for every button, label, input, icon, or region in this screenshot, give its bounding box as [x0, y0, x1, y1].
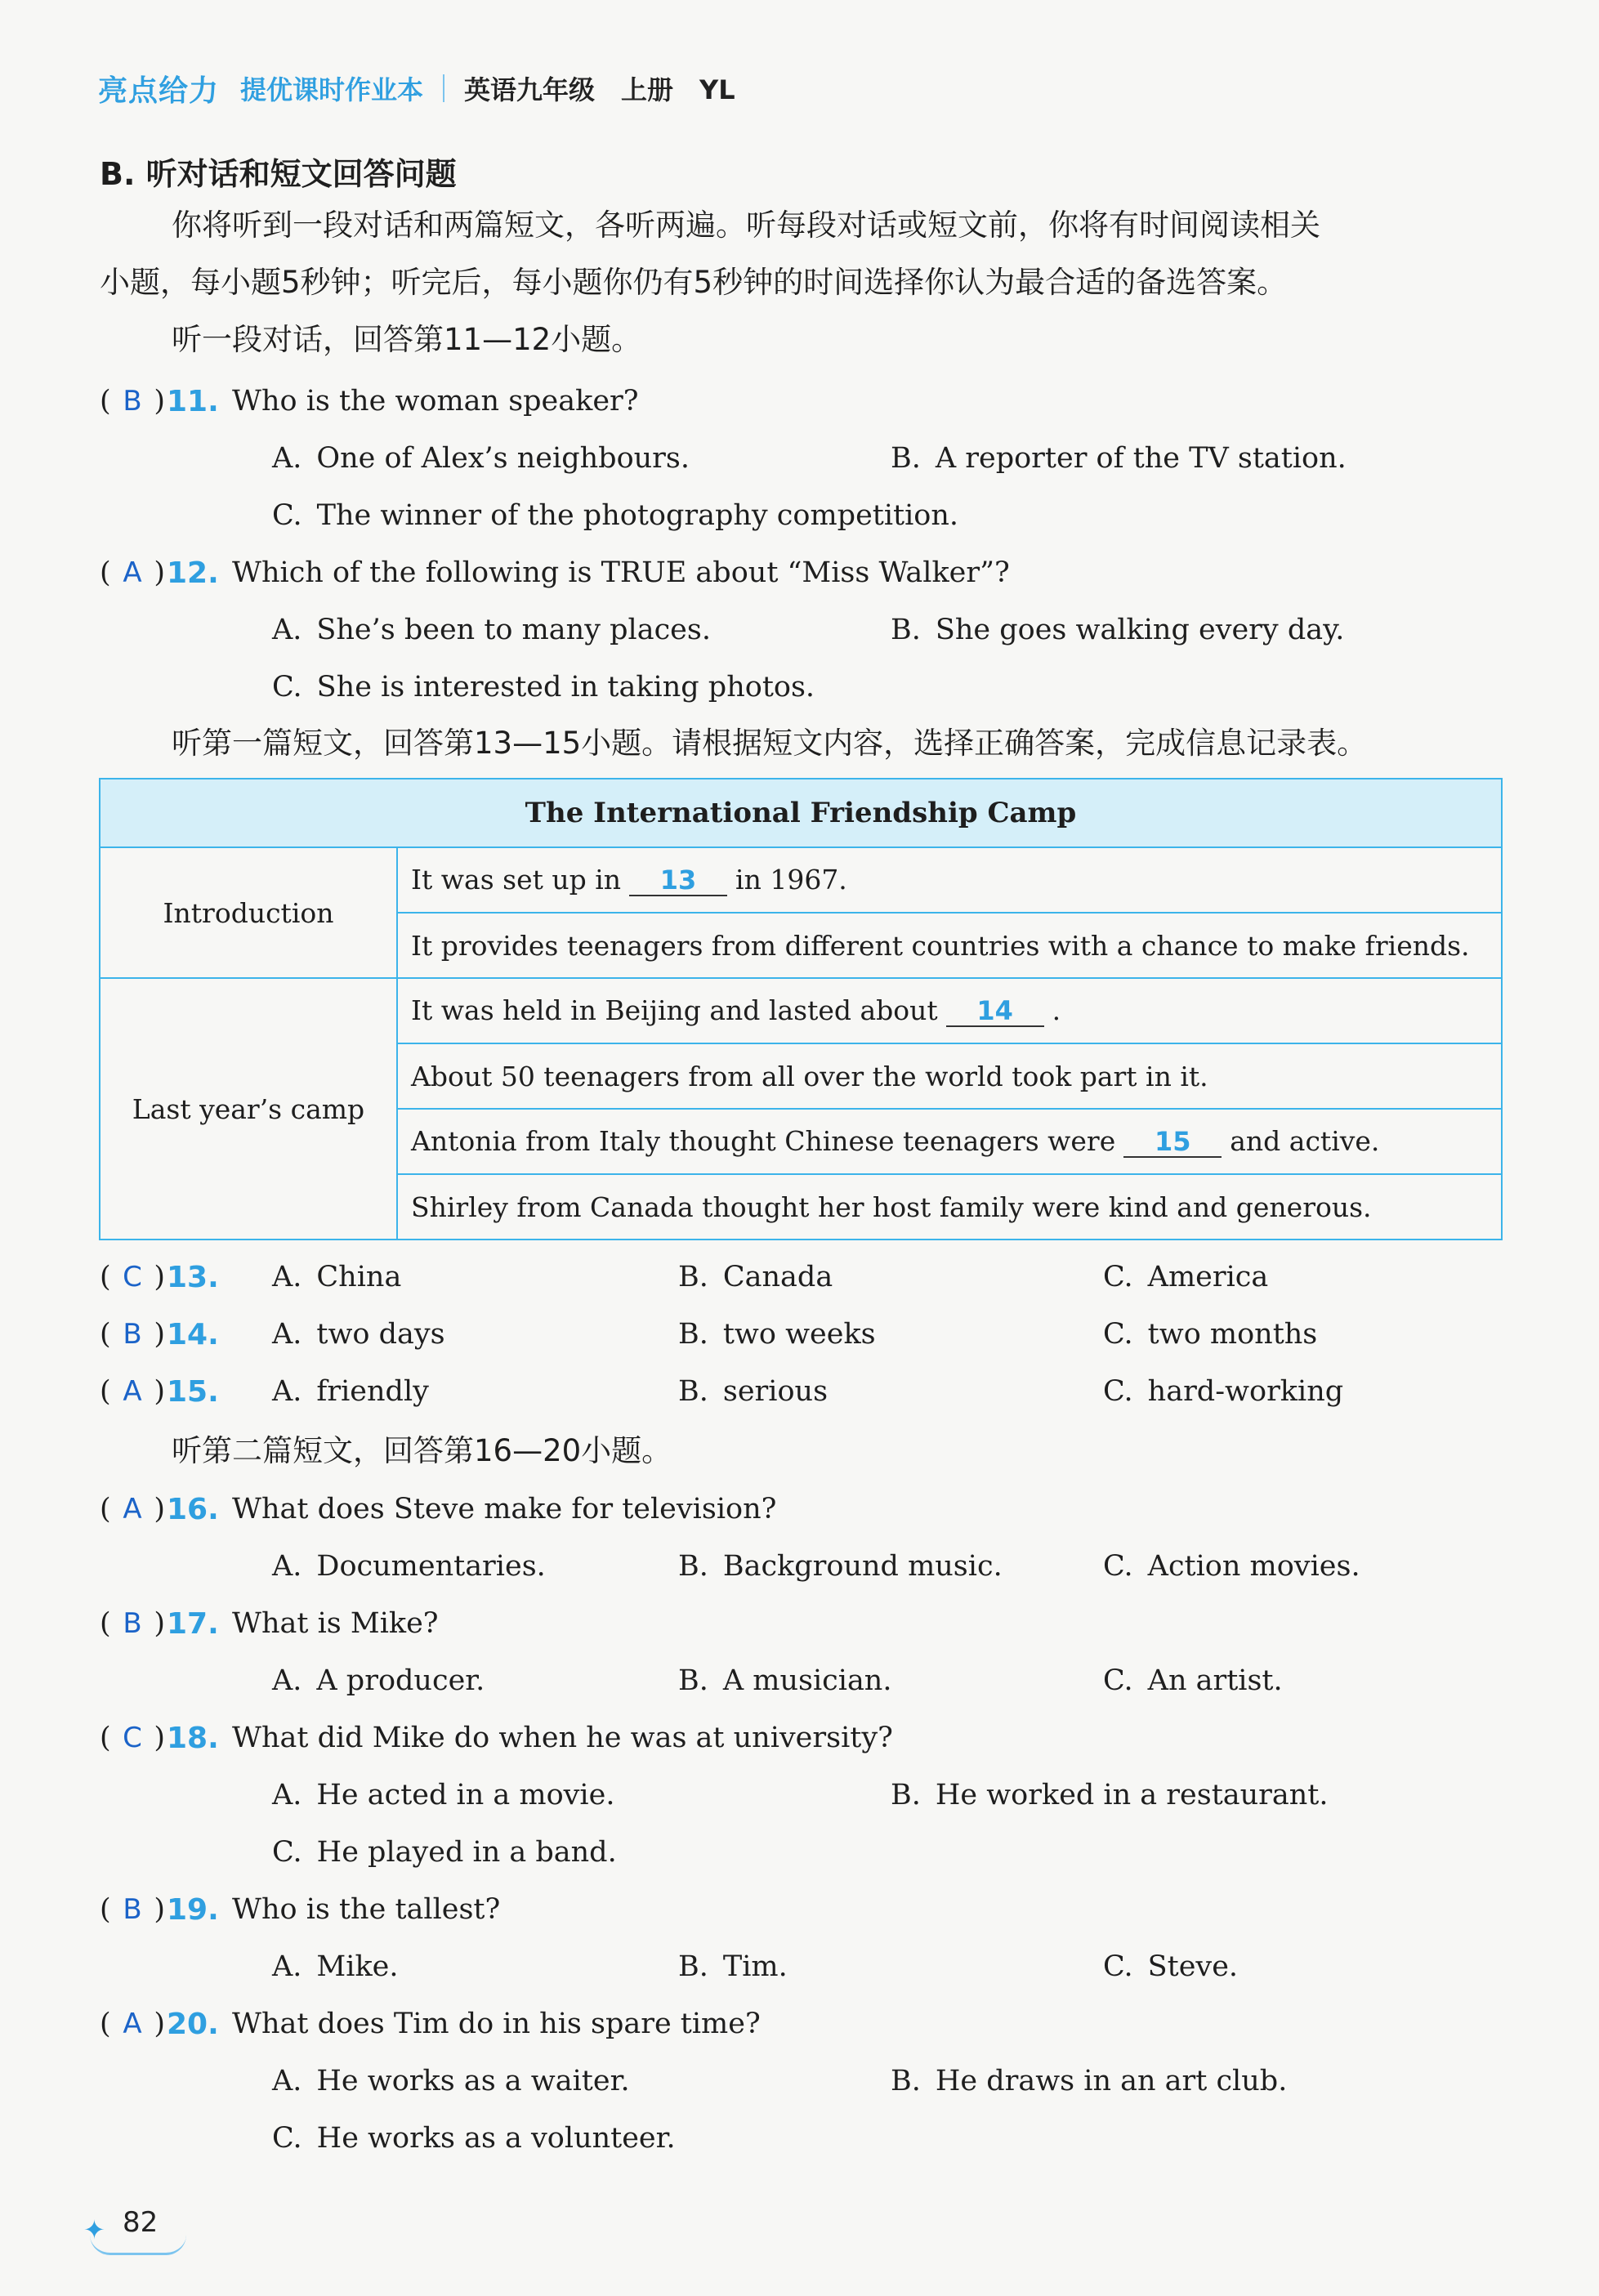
row-label-introduction: Introduction [100, 847, 397, 978]
question-15 [100, 1371, 224, 1412]
option-b: B. A musician. [678, 1664, 892, 1697]
option-a: A. Documentaries. [272, 1550, 546, 1583]
passage1-instruction: 听第一篇短文，回答第13—15小题。请根据短文内容，选择正确答案，完成信息记录表。 [172, 726, 1368, 761]
option-b: B. two weeks [678, 1318, 876, 1351]
answer-bracket: ( C ) [100, 1722, 165, 1754]
option-a: A. He acted in a movie. [272, 1779, 615, 1811]
table-cell: It provides teenagers from different countries with a chance to make friends. [397, 913, 1502, 978]
series-title: 提优课时作业本 [240, 74, 424, 105]
option-c: C. Steve. [1103, 1950, 1239, 1983]
answer-bracket: ( A ) [100, 1375, 165, 1408]
intro-line-2: 小题，每小题5秒钟；听完后，每小题你仍有5秒钟的时间选择你认为最合适的备选答案。 [100, 265, 1288, 300]
question-number: 19. [167, 1892, 219, 1927]
option-a: A. Mike. [272, 1950, 399, 1983]
answer-mark: B [123, 1893, 142, 1926]
option-b: B. Background music. [678, 1550, 1003, 1583]
answer-bracket: ( A ) [100, 556, 165, 589]
answer-mark: A [123, 1375, 142, 1408]
question-number: 17. [167, 1606, 219, 1641]
option-a: A. She’s been to many places. [272, 614, 711, 646]
table-cell: It was held in Beijing and lasted about 14 . [397, 978, 1502, 1043]
option-c: C. two months [1103, 1318, 1318, 1351]
answer-bracket: ( A ) [100, 1493, 165, 1525]
option-c: C. An artist. [1103, 1664, 1283, 1697]
answer-bracket: ( A ) [100, 2008, 165, 2040]
answer-mark: B [123, 1318, 142, 1351]
option-b: B. Canada [678, 1261, 833, 1293]
answer-bracket: ( C ) [100, 1261, 165, 1293]
question-18 [100, 1718, 893, 1758]
option-c: C. Action movies. [1103, 1550, 1360, 1583]
question-number: 15. [167, 1374, 219, 1409]
option-b: B. He worked in a restaurant. [891, 1779, 1329, 1811]
question-text: What does Steve make for television? [232, 1493, 777, 1525]
answer-bracket: ( B ) [100, 1893, 165, 1926]
option-c: C. He played in a band. [272, 1836, 617, 1869]
blank-15: 15 [1123, 1127, 1222, 1158]
option-c: C. hard-working [1103, 1375, 1344, 1408]
section-title: B. 听对话和短文回答问题 [100, 156, 457, 192]
book-title: 英语九年级 上册 YL [464, 74, 735, 105]
answer-mark: A [123, 556, 142, 589]
question-text: What does Tim do in his spare time? [232, 2008, 761, 2040]
option-b: B. He draws in an art club. [891, 2065, 1288, 2097]
answer-bracket: ( B ) [100, 1318, 165, 1351]
answer-mark: C [123, 1722, 142, 1754]
page-number-swoosh [90, 2235, 186, 2255]
brand-logo: 亮点给力 [98, 74, 220, 108]
blank-13: 13 [629, 865, 727, 896]
camp-info-table [99, 778, 1503, 1240]
option-b: B. serious [678, 1375, 829, 1408]
page-number: 82 [123, 2206, 159, 2239]
question-text: What is Mike? [232, 1607, 439, 1640]
option-b: B. A reporter of the TV station. [891, 442, 1347, 475]
table-cell: About 50 teenagers from all over the world took part in it. [397, 1043, 1502, 1109]
question-number: 16. [167, 1492, 219, 1526]
option-c: C. America [1103, 1261, 1269, 1293]
answer-mark: A [123, 1493, 142, 1525]
answer-mark: B [123, 385, 142, 418]
option-c: C. The winner of the photography competition. [272, 499, 959, 532]
dialogue-instruction: 听一段对话，回答第11—12小题。 [172, 322, 642, 357]
question-19 [100, 1889, 500, 1930]
question-12 [100, 552, 1010, 593]
intro-line-1: 你将听到一段对话和两篇短文，各听两遍。听每段对话或短文前，你将有时间阅读相关 [172, 208, 1320, 243]
option-b: B. Tim. [678, 1950, 788, 1983]
table-cell: Antonia from Italy thought Chinese teenagers were 15 and active. [397, 1109, 1502, 1174]
page-header [98, 64, 735, 113]
option-a: A. He works as a waiter. [272, 2065, 630, 2097]
question-20 [100, 2003, 761, 2044]
star-icon: ✦ [83, 2214, 105, 2245]
question-number: 12. [167, 556, 219, 590]
question-17 [100, 1603, 439, 1644]
answer-bracket: ( B ) [100, 1607, 165, 1640]
blank-14: 14 [946, 996, 1044, 1027]
answer-bracket: ( B ) [100, 385, 165, 418]
question-16 [100, 1489, 776, 1530]
question-text: Who is the woman speaker? [232, 385, 639, 418]
question-14 [100, 1314, 224, 1355]
question-number: 14. [167, 1317, 219, 1351]
row-label-last-year: Last year’s camp [100, 978, 397, 1240]
question-text: Who is the tallest? [232, 1893, 501, 1926]
question-number: 13. [167, 1260, 219, 1294]
table-cell: Shirley from Canada thought her host family were kind and generous. [397, 1174, 1502, 1240]
answer-mark: A [123, 2008, 142, 2040]
header-divider [443, 74, 444, 102]
option-a: A. friendly [272, 1375, 429, 1408]
option-c: C. She is interested in taking photos. [272, 671, 815, 704]
table-title: The International Friendship Camp [100, 779, 1502, 847]
question-number: 18. [167, 1721, 219, 1755]
passage2-instruction: 听第二篇短文，回答第16—20小题。 [172, 1433, 672, 1468]
question-13 [100, 1257, 224, 1298]
option-a: A. A producer. [272, 1664, 485, 1697]
option-a: A. One of Alex’s neighbours. [272, 442, 690, 475]
option-a: A. China [272, 1261, 402, 1293]
table-cell: It was set up in 13 in 1967. [397, 847, 1502, 913]
question-11 [100, 381, 639, 422]
question-number: 20. [167, 2007, 219, 2041]
option-c: C. He works as a volunteer. [272, 2122, 676, 2155]
question-number: 11. [167, 384, 219, 418]
answer-mark: C [123, 1261, 142, 1293]
question-text: Which of the following is TRUE about “Miss Walker”? [232, 556, 1010, 589]
question-text: What did Mike do when he was at university? [232, 1722, 893, 1754]
option-a: A. two days [272, 1318, 445, 1351]
answer-mark: B [123, 1607, 142, 1640]
option-b: B. She goes walking every day. [891, 614, 1345, 646]
